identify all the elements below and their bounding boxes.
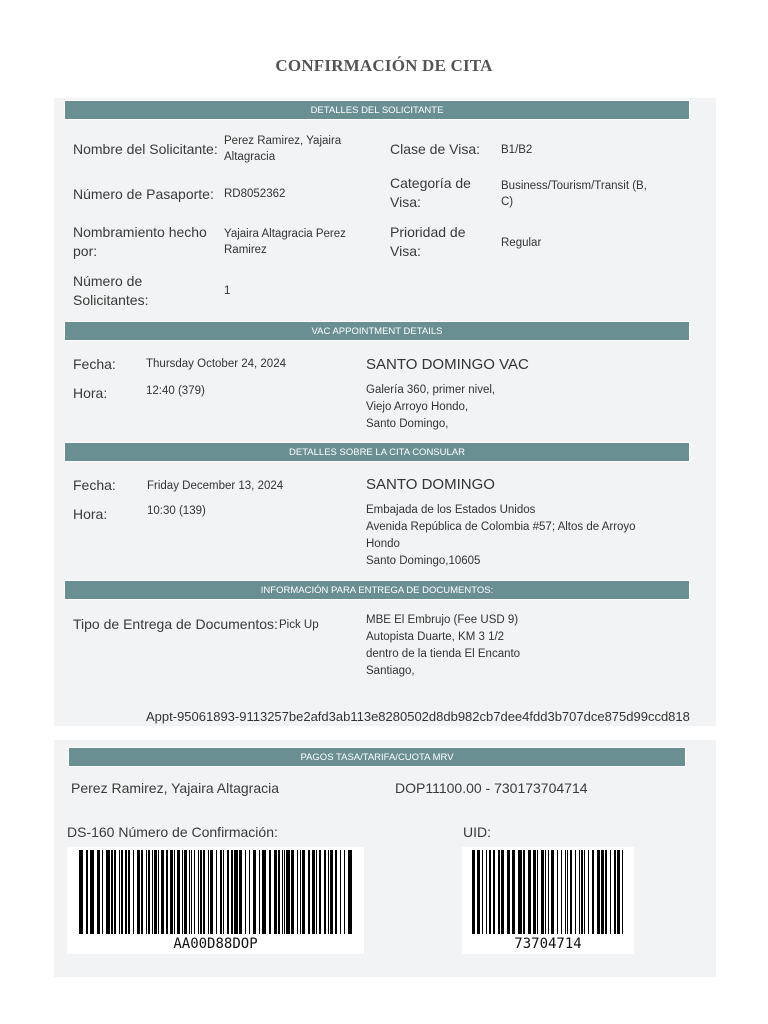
vac-time-value: 12:40 (379) [146, 385, 205, 397]
section-header-vac: VAC APPOINTMENT DETAILS [64, 321, 690, 341]
priority-value: Regular [501, 237, 542, 249]
barcode-bar [330, 850, 333, 941]
barcode-bar [177, 850, 180, 941]
delivery-address [366, 612, 520, 680]
consular-date-value: Friday December 13, 2024 [147, 480, 284, 492]
barcode-bar [501, 850, 504, 941]
consular-address [366, 502, 636, 570]
visa-category-label: Categoría de Visa: [390, 175, 471, 210]
barcode-bar [249, 850, 250, 941]
barcode-bar [291, 850, 294, 941]
barcode-bar [472, 850, 475, 941]
section-header-payments: PAGOS TASA/TARIFA/CUOTA MRV [68, 747, 686, 767]
barcode-bar [152, 850, 153, 941]
barcode-bar [588, 850, 589, 941]
delivery-address-line: Santiago, [366, 665, 415, 677]
barcode-bar [528, 850, 531, 941]
applicant-count-label: Número de Solicitantes: [73, 273, 149, 308]
vac-address-line: Viejo Arroyo Hondo, [366, 401, 469, 413]
barcode-bar [259, 850, 260, 941]
barcode-bar [234, 850, 238, 941]
barcode-bar [125, 850, 127, 941]
barcode-bar [557, 850, 558, 941]
barcode-bar [158, 850, 159, 941]
payer-name: Perez Ramirez, Yajaira Altagracia [71, 780, 280, 796]
applicant-count-value: 1 [224, 285, 231, 297]
visa-class-label: Clase de Visa: [390, 141, 481, 157]
barcode-bar [133, 850, 134, 941]
ds160-barcode-text: AA00D88DOP [67, 934, 364, 954]
barcode-bar [208, 850, 209, 941]
ds160-barcode [67, 847, 364, 954]
applicant-name-label: Nombre del Solicitante: [73, 141, 218, 157]
barcode-bar [141, 850, 143, 941]
barcode-bar [518, 850, 522, 941]
consular-address-line: Hondo [366, 538, 400, 550]
uid-barcode-text: 73704714 [462, 934, 634, 954]
passport-label: Número de Pasaporte: [73, 186, 214, 202]
barcode-bar [617, 850, 620, 941]
barcode-bar [610, 850, 611, 941]
delivery-address-line: dentro de la tienda El Encanto [366, 648, 521, 660]
barcode-bar [551, 850, 554, 941]
barcode-bar [575, 850, 576, 941]
barcode-bar [97, 850, 100, 941]
barcode-bar [198, 850, 199, 941]
barcode-bar [111, 850, 113, 941]
barcode-bar [274, 850, 277, 941]
vac-address-line: Galería 360, primer nivel, [366, 384, 496, 396]
barcode-bar [302, 850, 305, 941]
barcode-bar [344, 850, 345, 941]
barcode-bar [565, 850, 566, 941]
page-title: CONFIRMACIÓN DE CITA [275, 56, 493, 75]
barcode-bar [231, 850, 233, 941]
delivery-address-line: MBE El Embrujo (Fee USD 9) [366, 614, 519, 626]
uid-label: UID: [463, 824, 491, 840]
barcode-bar [348, 850, 352, 941]
barcode-bar [482, 850, 483, 941]
barcode-bar [262, 850, 266, 941]
barcode-bar [570, 850, 572, 941]
barcode-bar [121, 850, 123, 941]
barcode-bar [239, 850, 242, 941]
barcode-bar [174, 850, 175, 941]
consular-time-label: Hora: [73, 506, 108, 522]
barcode-bar [541, 850, 544, 941]
barcode-bar [340, 850, 341, 941]
priority-label: Prioridad de Visa: [390, 224, 466, 259]
barcode-bar [79, 850, 83, 941]
barcode-bar [286, 850, 290, 941]
vac-location-name: SANTO DOMINGO VAC [366, 356, 529, 373]
delivery-address-line: Autopista Duarte, KM 3 1/2 [366, 631, 505, 643]
barcode-bar [203, 850, 205, 941]
consular-location-name: SANTO DOMINGO [366, 476, 495, 493]
section-header-applicant: DETALLES DEL SOLICITANTE [64, 100, 690, 120]
barcode-bar [545, 850, 546, 941]
barcode-bar [493, 850, 495, 941]
barcode-bar [537, 850, 538, 941]
visa-category-value: Business/Tourism/Transit (B, C) [501, 180, 647, 208]
barcode-bar [512, 850, 515, 941]
barcode-bar [245, 850, 246, 941]
appointment-id: Appt-95061893-9113257be2afd3ab113e8280502d8db982cb7dee4fdd3b707dce875d99ccd818 [146, 709, 690, 724]
barcode-bar [269, 850, 271, 941]
section-header-delivery: INFORMACIÓN PARA ENTREGA DE DOCUMENTOS: [64, 580, 690, 600]
barcode-bar [86, 850, 88, 941]
vac-address-line: Santo Domingo, [366, 418, 449, 430]
barcode-bar [486, 850, 487, 941]
barcode-bar [581, 850, 583, 941]
barcode-bar [601, 850, 604, 941]
barcode-bar [154, 850, 157, 941]
consular-address-line: Santo Domingo,10605 [366, 555, 481, 567]
barcode-bar [253, 850, 256, 941]
barcode-bar [324, 850, 326, 941]
barcode-bar [297, 850, 298, 941]
barcode-bar [182, 850, 183, 941]
barcode-bar [597, 850, 600, 941]
barcode-bar [548, 850, 549, 941]
barcode-bar [90, 850, 94, 941]
barcode-bar [316, 850, 317, 941]
barcode-bar [148, 850, 150, 941]
barcode-bar [106, 850, 110, 941]
vac-time-label: Hora: [73, 385, 108, 401]
barcode-bar [614, 850, 616, 941]
payment-amount-receipt: DOP11100.00 - 730173704714 [395, 780, 588, 796]
barcode-bar [170, 850, 173, 941]
passport-value: RD8052362 [224, 188, 286, 200]
barcode-bar [220, 850, 222, 941]
barcode-bar [166, 850, 168, 941]
delivery-type-label: Tipo de Entrega de Documentos: [73, 616, 278, 632]
barcode-bar [312, 850, 315, 941]
barcode-bar [300, 850, 301, 941]
barcode-bar [335, 850, 337, 941]
barcode-bar [278, 850, 280, 941]
barcode-bar [579, 850, 580, 941]
barcode-bar [533, 850, 536, 941]
barcode-bar [622, 850, 623, 941]
barcode-bar [477, 850, 480, 941]
barcode-bar [184, 850, 187, 941]
barcode-bar [146, 850, 147, 941]
made-by-value: Yajaira Altagracia Perez Ramirez [224, 228, 346, 256]
barcode-bar [284, 850, 285, 941]
barcode-bar [498, 850, 500, 941]
barcode-bar [523, 850, 525, 941]
barcode-bar [189, 850, 190, 941]
barcode-bar [605, 850, 607, 941]
applicant-name-value: Perez Ramirez, Yajaira Altagracia [224, 135, 342, 163]
barcode-bar [114, 850, 116, 941]
barcode-bar [328, 850, 329, 941]
barcode-bar [191, 850, 192, 941]
uid-barcode [462, 847, 634, 954]
barcode-bar [489, 850, 491, 941]
consular-date-label: Fecha: [73, 477, 116, 493]
barcode-bar [308, 850, 310, 941]
barcode-bar [584, 850, 585, 941]
barcode-bar [161, 850, 164, 941]
barcode-bar [567, 850, 568, 941]
barcode-bar [282, 850, 283, 941]
made-by-label: Nombramiento hecho por: [73, 224, 207, 259]
barcode-bar [137, 850, 140, 941]
vac-date-value: Thursday October 24, 2024 [146, 358, 286, 370]
barcode-bar [200, 850, 202, 941]
barcode-bar [216, 850, 217, 941]
barcode-bar [128, 850, 130, 941]
vac-date-label: Fecha: [73, 356, 116, 372]
ds160-label: DS-160 Número de Confirmación: [67, 824, 278, 840]
barcode-bar [223, 850, 224, 941]
barcode-bar [507, 850, 510, 941]
barcode-bar [561, 850, 562, 941]
barcode-bar [592, 850, 594, 941]
consular-time-value: 10:30 (139) [147, 505, 206, 517]
section-header-consular: DETALLES SOBRE LA CITA CONSULAR [64, 442, 690, 462]
barcode-bar [102, 850, 103, 941]
barcode-bar [119, 850, 120, 941]
consular-address-line: Embajada de los Estados Unidos [366, 504, 536, 516]
barcode-bar [319, 850, 321, 941]
vac-address [366, 382, 495, 433]
barcode-bar [210, 850, 213, 941]
barcode-bar [227, 850, 229, 941]
consular-address-line: Avenida República de Colombia #57; Altos de Arroyo [366, 521, 636, 533]
visa-class-value: B1/B2 [501, 144, 533, 156]
barcode-bar [194, 850, 195, 941]
delivery-type-value: Pick Up [279, 619, 319, 631]
